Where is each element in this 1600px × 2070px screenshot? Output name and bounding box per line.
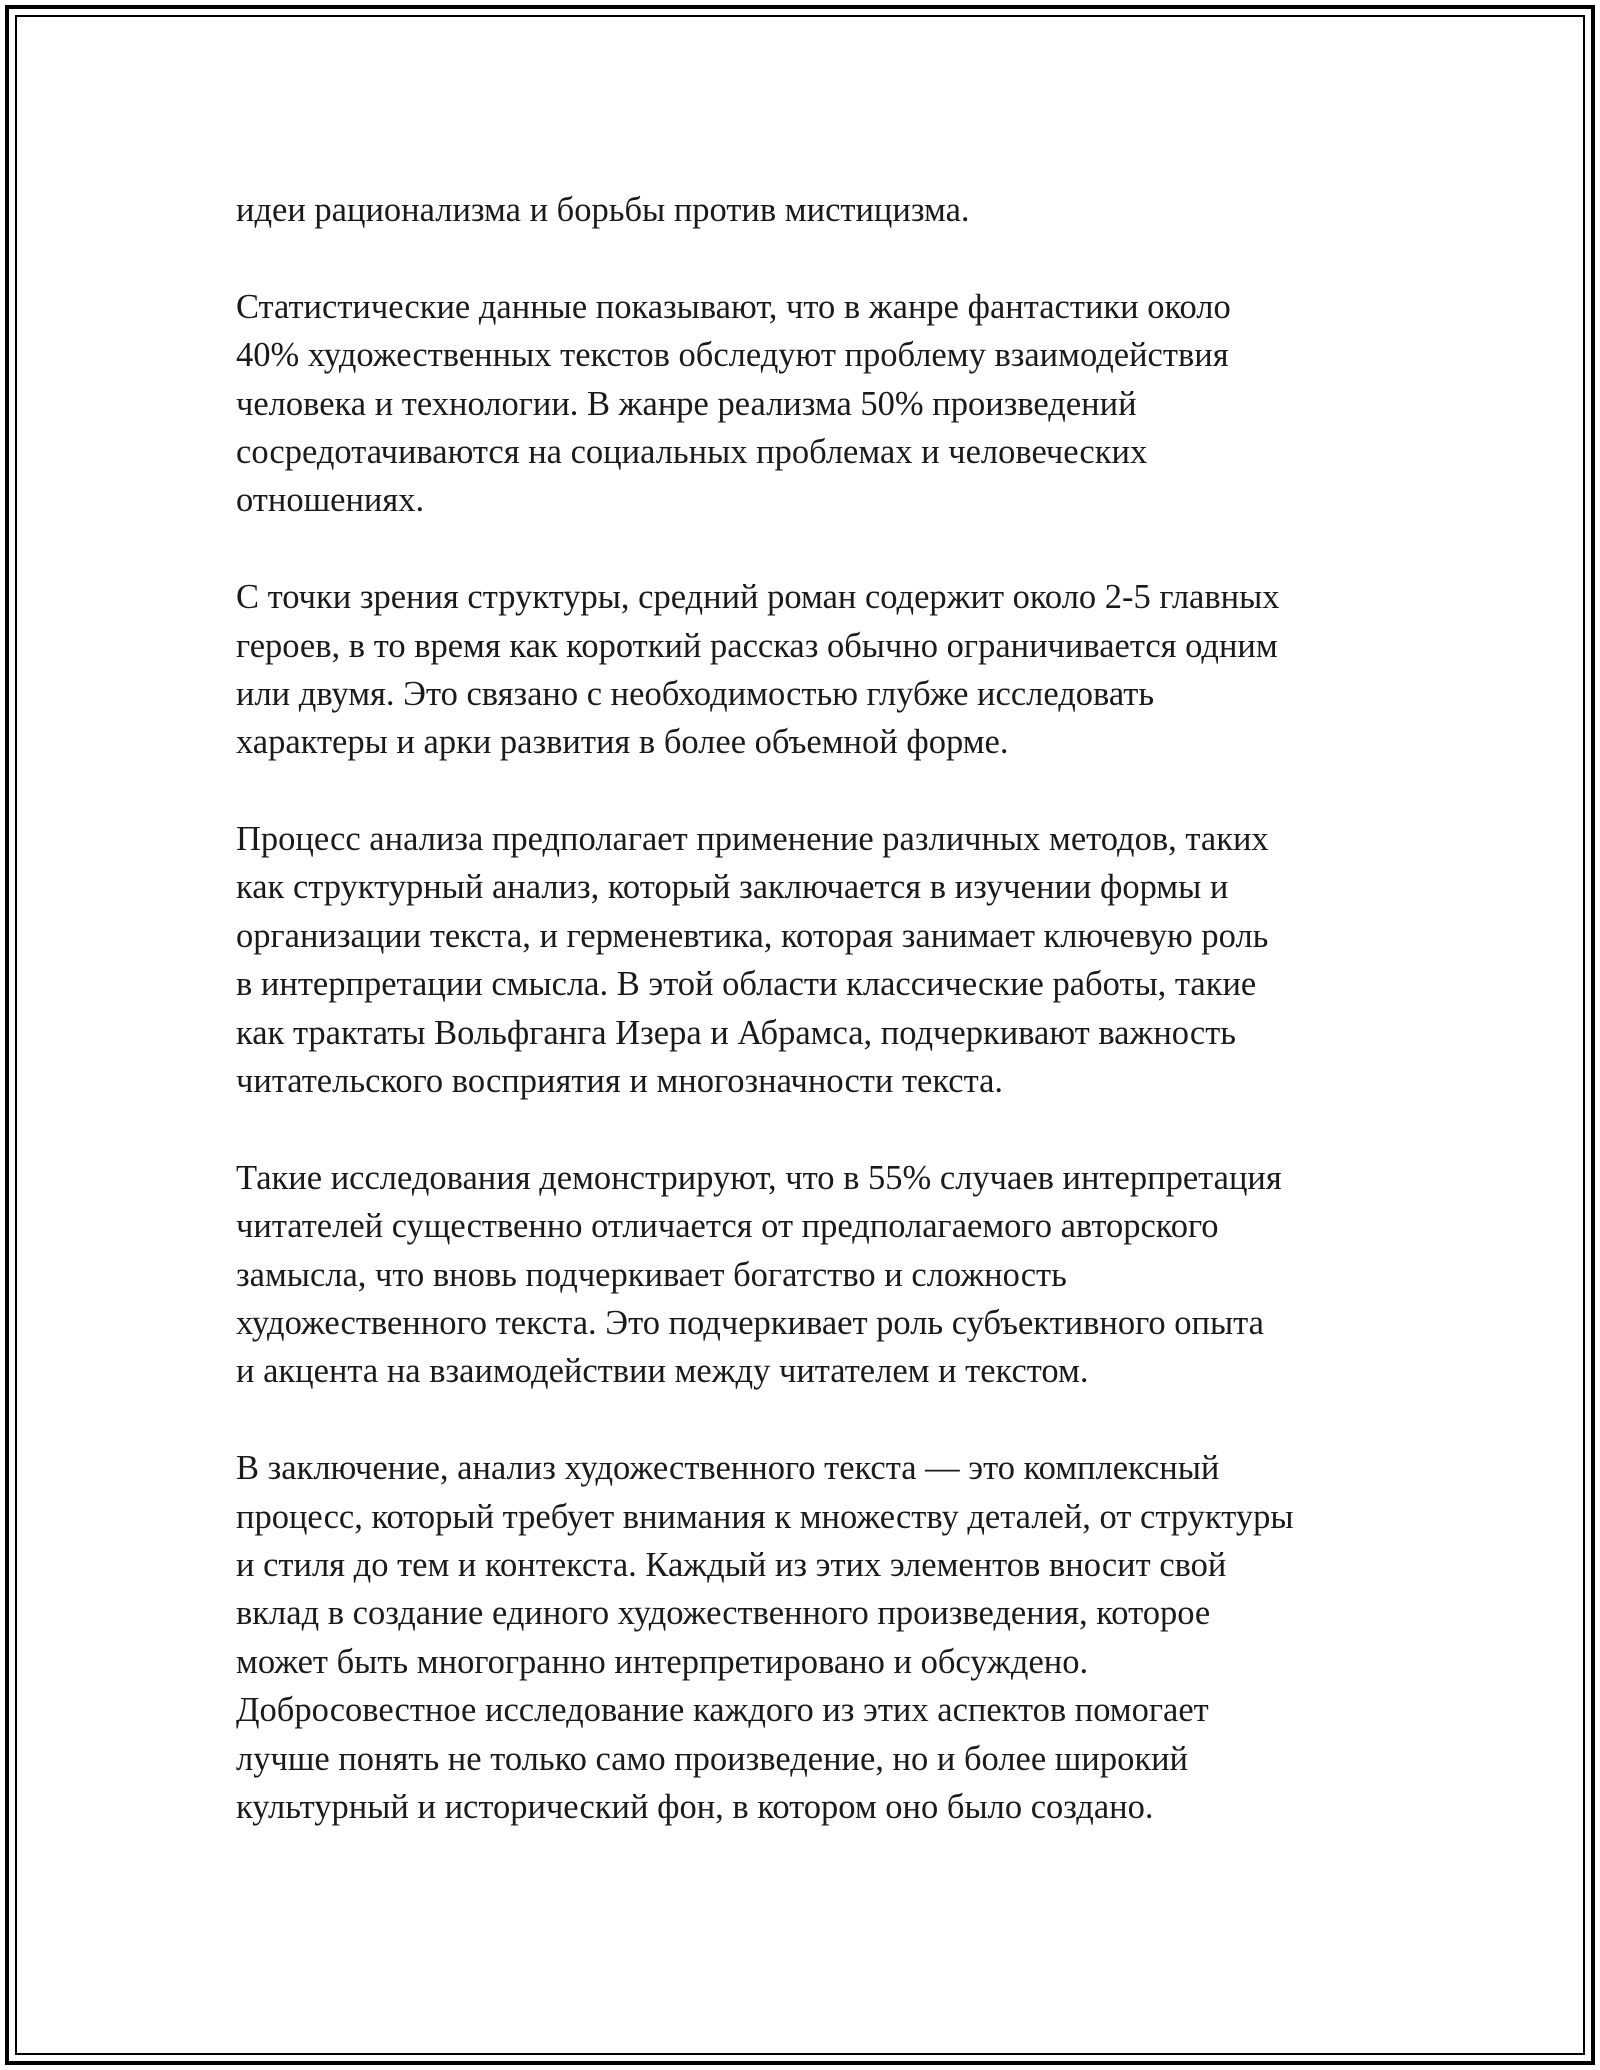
paragraph-2: [236, 283, 1396, 525]
text-line: читательского восприятия и многозначности текста.: [236, 1062, 1004, 1101]
text-line: организации текста, и герменевтика, которая занимает ключевую роль: [236, 916, 1269, 955]
text-line: Статистические данные показывают, что в жанре фантастики около: [236, 287, 1231, 326]
text-line: Процесс анализа предполагает применение различных методов, таких: [236, 820, 1269, 859]
text-line: Такие исследования демонстрируют, что в 55% случаев интерпретация: [236, 1158, 1282, 1197]
text-line: Добросовестное исследование каждого из этих аспектов помогает: [236, 1691, 1209, 1730]
text-line: и стиля до тем и контекста. Каждый из этих элементов вносит свой: [236, 1545, 1227, 1584]
text-line: сосредотачиваются на социальных проблемах и человеческих: [236, 432, 1148, 471]
text-line: вклад в создание единого художественного произведения, которое: [236, 1594, 1211, 1633]
text-line: отношениях.: [236, 481, 425, 520]
text-line: героев, в то время как короткий рассказ обычно ограничивается одним: [236, 626, 1278, 665]
text-line: художественного текста. Это подчеркивает роль субъективного опыта: [236, 1303, 1264, 1342]
text-line: процесс, который требует внимания к множеству деталей, от структуры: [236, 1497, 1294, 1536]
text-line: характеры и арки развития в более объемной форме.: [236, 723, 1009, 762]
text-line: как трактаты Вольфганга Изера и Абрамса, подчеркивают важность: [236, 1013, 1237, 1052]
text-line: С точки зрения структуры, средний роман содержит около 2-5 главных: [236, 578, 1280, 617]
text-line: или двумя. Это связано с необходимостью глубже исследовать: [236, 674, 1155, 713]
paragraph-1: [236, 186, 1396, 234]
text-line: В заключение, анализ художественного текста — это комплексный: [236, 1449, 1220, 1488]
text-line: может быть многогранно интерпретировано и обсуждено.: [236, 1642, 1089, 1681]
text-line: замысла, что вновь подчеркивает богатство и сложность: [236, 1255, 1067, 1294]
paragraph-6: [236, 1444, 1396, 1831]
paragraph-3: [236, 573, 1396, 767]
text-line: идеи рационализма и борьбы против мистицизма.: [236, 191, 970, 229]
paragraph-5: [236, 1154, 1396, 1396]
text-line: лучше понять не только само произведение, но и более широкий: [236, 1739, 1189, 1778]
text-line: 40% художественных текстов обследуют проблему взаимодействия: [236, 336, 1229, 375]
document-body: [236, 186, 1396, 1831]
text-line: и акцента на взаимодействии между читателем и текстом.: [236, 1352, 1089, 1391]
text-line: в интерпретации смысла. В этой области классические работы, такие: [236, 965, 1257, 1004]
text-line: человека и технологии. В жанре реализма 50% произведений: [236, 384, 1137, 423]
text-line: культурный и исторический фон, в котором оно было создано.: [236, 1787, 1154, 1826]
text-line: читателей существенно отличается от предполагаемого авторского: [236, 1207, 1219, 1246]
text-line: как структурный анализ, который заключается в изучении формы и: [236, 868, 1229, 907]
paragraph-4: [236, 815, 1396, 1105]
